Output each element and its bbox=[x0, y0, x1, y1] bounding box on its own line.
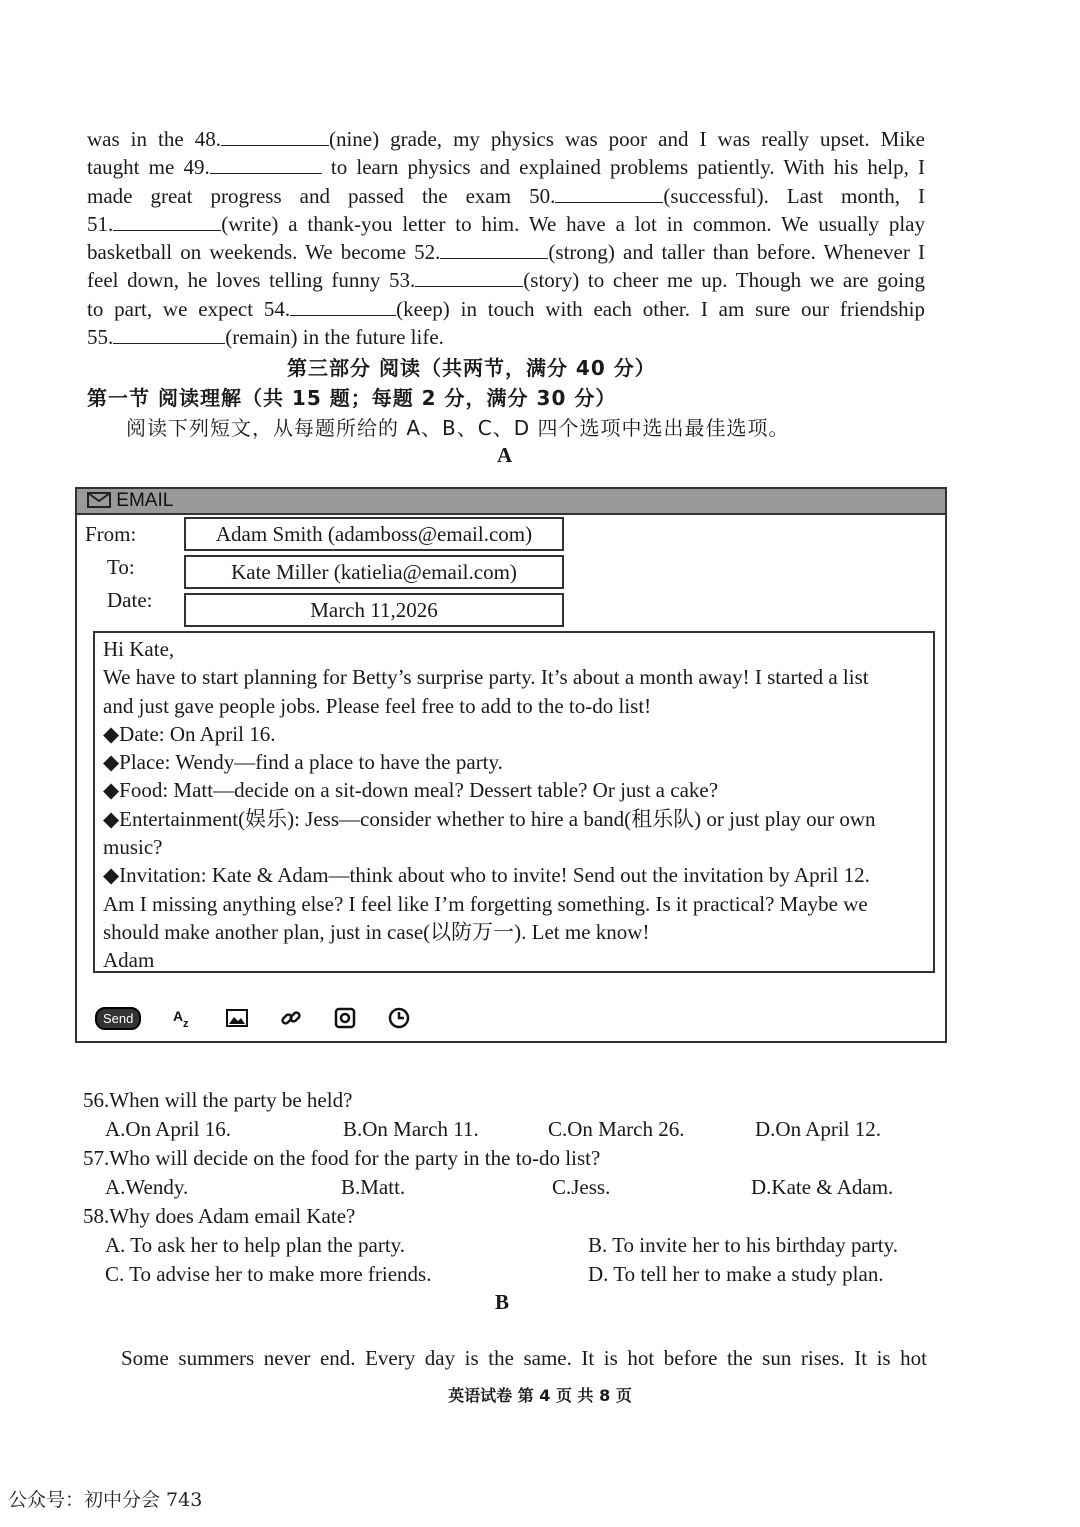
passage-line: 51. (write) a thank-you letter to him. We have a lot in common. We usually play bbox=[87, 211, 925, 236]
to-label: To: bbox=[107, 555, 135, 579]
passage-line: was in the 48. (nine) grade, my physics was poor and I was really upset. Mike bbox=[87, 127, 925, 151]
from-field[interactable]: Adam Smith (adamboss@email.com) bbox=[184, 517, 564, 551]
attachment-icon[interactable] bbox=[333, 1007, 357, 1029]
format-icon[interactable] bbox=[171, 1007, 195, 1029]
part-three-heading: 第三部分 阅读（共两节，满分 40 分） bbox=[287, 356, 656, 380]
q56-option-d[interactable]: D.On April 12. bbox=[755, 1117, 881, 1141]
email-body-line: and just gave people jobs. Please feel free to add to the to-do list! bbox=[103, 693, 652, 718]
envelope-icon bbox=[87, 492, 111, 508]
email-window bbox=[75, 487, 947, 1043]
clock-icon[interactable] bbox=[387, 1007, 411, 1029]
passage-b-label: B bbox=[495, 1290, 510, 1314]
answer-blank-54[interactable] bbox=[290, 297, 396, 316]
svg-text:z: z bbox=[183, 1018, 189, 1028]
passage-line: taught me 49. to learn physics and explained problems patiently. With his help, I bbox=[87, 155, 925, 180]
from-label: From: bbox=[85, 522, 137, 546]
q58-option-c[interactable]: C. To advise her to make more friends. bbox=[105, 1262, 432, 1286]
q57-option-d[interactable]: D.Kate & Adam. bbox=[751, 1175, 894, 1199]
date-label: Date: bbox=[107, 588, 153, 612]
answer-blank-49[interactable] bbox=[210, 155, 322, 174]
answer-blank-52[interactable] bbox=[440, 240, 548, 259]
send-button[interactable]: Send bbox=[95, 1007, 141, 1030]
email-body-line: Am I missing anything else? I feel like I’m forgetting something. Is it practical? Maybe we bbox=[103, 891, 868, 916]
passage-line: 55. (remain) in the future life. bbox=[87, 325, 444, 350]
answer-blank-53[interactable] bbox=[415, 268, 523, 287]
q56-option-b[interactable]: B.On March 11. bbox=[343, 1117, 479, 1141]
passage-a-label: A bbox=[497, 443, 513, 467]
q58-option-b[interactable]: B. To invite her to his birthday party. bbox=[588, 1233, 898, 1257]
answer-blank-50[interactable] bbox=[555, 184, 663, 203]
answer-blank-48[interactable] bbox=[221, 127, 329, 146]
email-title-text: EMAIL bbox=[116, 490, 174, 511]
reading-instruction: 阅读下列短文，从每题所给的 A、B、C、D 四个选项中选出最佳选项。 bbox=[126, 416, 790, 440]
email-title bbox=[87, 490, 173, 512]
q56-option-a[interactable]: A.On April 16. bbox=[105, 1117, 231, 1141]
email-body-line: ◆Food: Matt—decide on a sit-down meal? Dessert table? Or just a cake? bbox=[103, 778, 719, 803]
watermark-text: 公众号：初中分会 743 bbox=[8, 1489, 203, 1511]
email-body-line: ◆Place: Wendy—find a place to have the party. bbox=[103, 750, 503, 775]
q56-option-c[interactable]: C.On March 26. bbox=[548, 1117, 685, 1141]
passage-line: basketball on weekends. We become 52. (strong) and taller than before. Whenever I bbox=[87, 240, 925, 265]
link-icon[interactable] bbox=[279, 1007, 303, 1029]
email-body-line: ◆Entertainment(娱乐): Jess—consider whether to hire a band(租乐队) or just play our own bbox=[103, 806, 876, 831]
q57-option-c[interactable]: C.Jess. bbox=[552, 1175, 611, 1199]
answer-blank-51[interactable] bbox=[113, 212, 221, 231]
question-56-stem: 56.When will the party be held? bbox=[83, 1088, 353, 1112]
q58-option-a[interactable]: A. To ask her to help plan the party. bbox=[105, 1233, 406, 1257]
email-title-bar bbox=[77, 489, 945, 515]
email-body-line: Hi Kate, bbox=[103, 637, 175, 661]
email-body-line: ◆Invitation: Kate & Adam—think about who to invite! Send out the invitation by April 12. bbox=[103, 863, 870, 888]
question-58-stem: 58.Why does Adam email Kate? bbox=[83, 1204, 356, 1228]
email-body-line: should make another plan, just in case(以防万一). Let me know! bbox=[103, 919, 650, 944]
passage-b-first-line: Some summers never end. Every day is the same. It is hot before the sun rises. It is hot bbox=[121, 1346, 927, 1370]
passage-line: feel down, he loves telling funny 53. (story) to cheer me up. Though we are going bbox=[87, 268, 925, 293]
q58-option-d[interactable]: D. To tell her to make a study plan. bbox=[588, 1262, 884, 1286]
passage-line: to part, we expect 54. (keep) in touch with each other. I am sure our friendship bbox=[87, 296, 925, 321]
section-one-heading: 第一节 阅读理解（共 15 题；每题 2 分，满分 30 分） bbox=[87, 386, 617, 410]
page-footer: 英语试卷 第 4 页 共 8 页 bbox=[448, 1386, 632, 1405]
answer-blank-55[interactable] bbox=[113, 325, 225, 344]
email-body-line: music? bbox=[103, 835, 163, 860]
date-field[interactable]: March 11,2026 bbox=[184, 593, 564, 627]
to-field[interactable]: Kate Miller (katielia@email.com) bbox=[184, 555, 564, 589]
email-body-line: ◆Date: On April 16. bbox=[103, 721, 276, 746]
grammar-passage bbox=[87, 125, 925, 351]
email-body-line: We have to start planning for Betty’s surprise party. It’s about a month away! I started a list bbox=[103, 665, 869, 690]
question-57-stem: 57.Who will decide on the food for the party in the to-do list? bbox=[83, 1146, 601, 1170]
svg-text:A: A bbox=[173, 1008, 184, 1024]
q57-option-a[interactable]: A.Wendy. bbox=[105, 1175, 189, 1199]
email-body-line: Adam bbox=[103, 948, 155, 973]
image-icon[interactable] bbox=[225, 1007, 249, 1029]
passage-line: made great progress and passed the exam 50. (successful). Last month, I bbox=[87, 183, 925, 208]
email-body[interactable] bbox=[93, 631, 935, 973]
email-toolbar bbox=[95, 1005, 411, 1031]
q57-option-b[interactable]: B.Matt. bbox=[341, 1175, 406, 1199]
